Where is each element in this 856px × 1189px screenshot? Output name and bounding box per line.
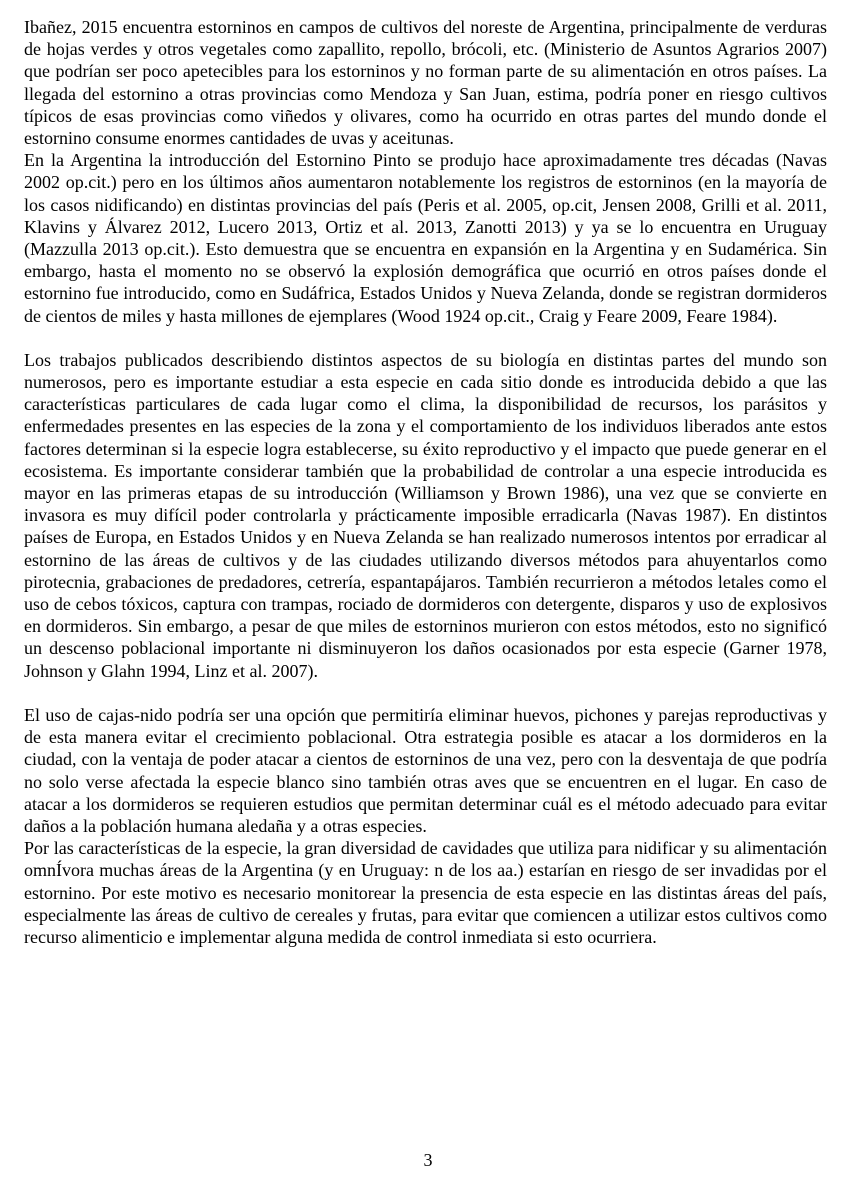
paragraph-spacer [24,682,827,704]
paragraph-introduccion-argentina: En la Argentina la introducción del Estornino Pinto se produjo hace aproximadamente tres décadas (Navas 2002 op.cit.) pero en los últimos años aumentaron notablemente los registros de estorninos (en la mayoría de los casos nidificando) en distintas provincias del país (Peris et al. 2005, op.cit, Jensen 2008, Grilli et al. 2011, Klavins y Álvarez 2012, Lucero 2013, Ortiz et al. 2013, Zanotti 2013) y ya se lo encuentra en Uruguay (Mazzulla 2013 op.cit.). Esto demuestra que se encuentra en expansión en la Argentina y en Sudamérica. Sin embargo, hasta el momento no se observó la explosión demográfica que ocurrió en otros países donde el estornino fue introducido, como en Sudáfrica, Estados Unidos y Nueva Zelanda, donde se registran dormideros de cientos de miles y hasta millones de ejemplares (Wood 1924 op.cit., Craig y Feare 2009, Feare 1984). [24,150,827,326]
paragraph-trabajos-publicados: Los trabajos publicados describiendo distintos aspectos de su biología en distintas partes del mundo son numerosos, pero es importante estudiar a esta especie en cada sitio donde es introducida debido a que las características particulares de cada lugar como el clima, la disponibilidad de recursos, los parásitos y enfermedades presentes en las especies de la zona y el comportamiento de los individuos liberados ante estos factores determinan si la especie logra establecerse, su éxito reproductivo y el impacto que puede generar en el ecosistema. Es importante considerar también que la probabilidad de controlar a una especie introducida es mayor en las primeras etapas de su introducción (Williamson y Brown 1986), una vez que se convierte en invasora es muy difícil poder controlarla y prácticamente imposible erradicarla (Navas 1987). En distintos países de Europa, en Estados Unidos y en Nueva Zelanda se han realizado numerosos intentos por erradicar al estornino de las áreas de cultivos y de las ciudades utilizando diversos métodos para ahuyentarlos como pirotecnia, grabaciones de predadores, cetrería, espantapájaros. También recurrieron a métodos letales como el uso de cebos tóxicos, captura con trampas, rociado de dormideros con detergente, disparos y uso de explosivos en dormideros. Sin embargo, a pesar de que miles de estorninos murieron con estos métodos, esto no significó un descenso poblacional importante ni disminuyeron los daños ocasionados por esta especie (Garner 1978, Johnson y Glahn 1994, Linz et al. 2007). [24,349,827,681]
paragraph-cajas-nido: El uso de cajas-nido podría ser una opción que permitiría eliminar huevos, pichones y parejas reproductivas y de esta manera evitar el crecimiento poblacional. Otra estrategia posible es atacar a los dormideros en la ciudad, con la ventaja de poder atacar a cientos de estorninos de una vez, pero con la desventaja de que podría no solo verse afectada la especie blanco sino también otras aves que se encuentren en el lugar. En caso de atacar a los dormideros se requieren estudios que permitan determinar cuál es el método adecuado para evitar daños a la población humana aledaña y a otras especies. [24,704,827,836]
paragraph-spacer [24,327,827,349]
document-body [24,16,827,948]
page-number: 3 [423,1150,433,1170]
paragraph-ibanez: Ibañez, 2015 encuentra estorninos en campos de cultivos del noreste de Argentina, principalmente de verduras de hojas verdes y otros vegetales como zapallito, repollo, brócoli, etc. (Ministerio de Asuntos Agrarios 2007) que podrían ser poco apetecibles para los estorninos y no forman parte de su alimentación en otros países. La llegada del estornino a otras provincias como Mendoza y San Juan, estima, podría poner en riesgo cultivos típicos de esas provincias como viñedos y olivares, como ha ocurrido en otras partes del mundo donde el estornino consume enormes cantidades de uvas y aceitunas. [24,17,827,149]
paragraph-caracteristicas: Por las características de la especie, la gran diversidad de cavidades que utiliza para nidificar y su alimentación omnÍvora muchas áreas de la Argentina (y en Uruguay: n de los aa.) estarían en riesgo de ser invadidas por el estornino. Por este motivo es necesario monitorear la presencia de esta especie en las distintas áreas del país, especialmente las áreas de cultivo de cereales y frutas, para evitar que comiencen a utilizar estos cultivos como recurso alimenticio e implementar alguna medida de control inmediata si esto ocurriera. [24,838,827,947]
